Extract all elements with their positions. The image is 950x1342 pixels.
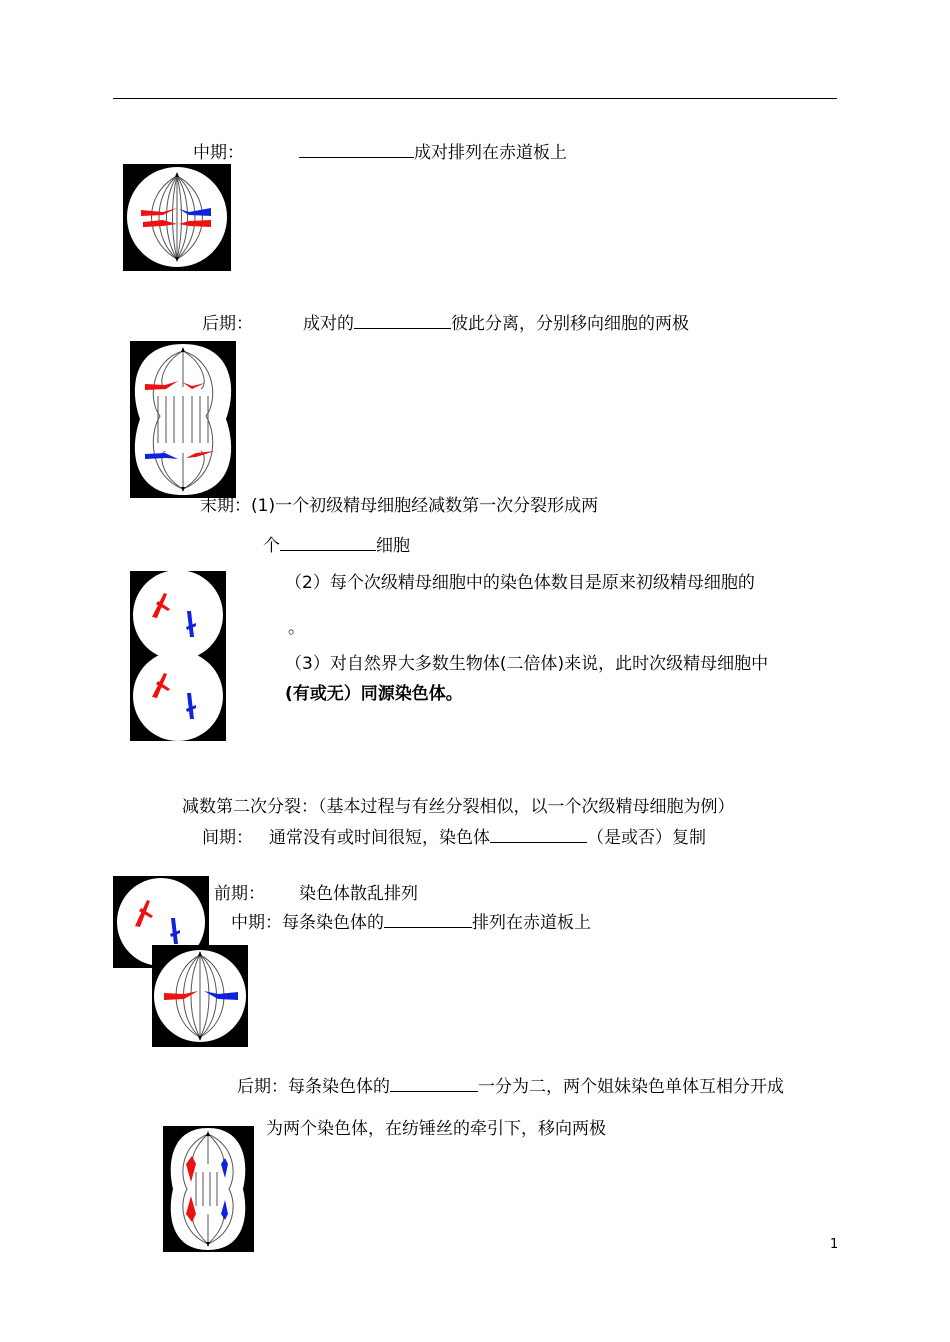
m2-prophase-text: 染色体散乱排列 — [299, 884, 418, 904]
m1-anaphase-blank[interactable] — [354, 312, 451, 329]
m1-anaphase-prefix: 成对的 — [303, 314, 354, 334]
m2-anaphase-suffix: 一分为二，两个姐妹染色单体互相分开成 — [478, 1077, 784, 1097]
m2-interphase-line — [202, 826, 706, 849]
m1-telophase-item2a: （2）每个次级精母细胞中的染色体数目是原来初级精母细胞的 — [285, 573, 755, 593]
m1-telophase-item1b-prefix: 个 — [263, 536, 280, 556]
m2-metaphase-suffix: 排列在赤道板上 — [472, 913, 591, 933]
m1-telophase-item2b: 。 — [288, 618, 305, 638]
m2-prophase-line — [214, 883, 418, 905]
m2-interphase-suffix: （是或否）复制 — [587, 828, 706, 848]
m1-anaphase-line — [202, 312, 689, 335]
m1-telophase-item1b-suffix: 细胞 — [376, 536, 410, 556]
header-rule — [113, 98, 837, 99]
m1-metaphase-blank[interactable] — [299, 141, 414, 158]
m1-telophase-item3a: （3）对自然界大多数生物体(二倍体)来说，此时次级精母细胞中 — [285, 654, 769, 674]
m2-metaphase-figure — [152, 945, 248, 1047]
m2-anaphase-blank[interactable] — [390, 1075, 478, 1092]
m1-anaphase-label: 后期： — [202, 314, 253, 334]
m2-anaphase-line2: 为两个染色体，在纺锤丝的牵引下，移向两极 — [266, 1119, 606, 1139]
m1-telophase-item1a: (1)一个初级精母细胞经减数第一次分裂形成两 — [251, 496, 599, 516]
m2-anaphase-line1 — [237, 1075, 784, 1098]
m1-metaphase-suffix: 成对排列在赤道板上 — [414, 143, 567, 163]
m1-anaphase-figure — [130, 341, 236, 498]
m2-metaphase-blank[interactable] — [384, 911, 472, 928]
m2-anaphase-figure — [163, 1126, 254, 1252]
m1-metaphase-line — [193, 141, 567, 164]
page-number: 1 — [830, 1237, 839, 1252]
m2-anaphase-prefix: 每条染色体的 — [288, 1077, 390, 1097]
m1-telophase-line2 — [263, 534, 410, 557]
m2-metaphase-label: 中期： — [231, 913, 282, 933]
m2-prophase-label: 前期： — [214, 884, 265, 904]
m2-metaphase-line — [231, 911, 591, 934]
m1-metaphase-figure — [123, 164, 231, 271]
m2-interphase-blank[interactable] — [490, 826, 587, 843]
m2-interphase-prefix: 通常没有或时间很短，染色体 — [269, 828, 490, 848]
m2-interphase-label: 间期： — [202, 828, 253, 848]
m1-telophase-item3b: (有或无）同源染色体。 — [285, 684, 463, 704]
m1-telophase-label: 末期： — [200, 496, 251, 516]
m1-telophase-line1 — [200, 495, 598, 517]
m1-metaphase-label: 中期： — [193, 143, 244, 163]
m1-telophase-figure — [130, 571, 226, 741]
m1-anaphase-suffix: 彼此分离，分别移向细胞的两极 — [451, 314, 689, 334]
m2-anaphase-label: 后期： — [237, 1077, 288, 1097]
m2-metaphase-prefix: 每条染色体的 — [282, 913, 384, 933]
m2-heading: 减数第二次分裂：（基本过程与有丝分裂相似，以一个次级精母细胞为例） — [182, 797, 735, 817]
m1-telophase-blank[interactable] — [280, 534, 376, 551]
